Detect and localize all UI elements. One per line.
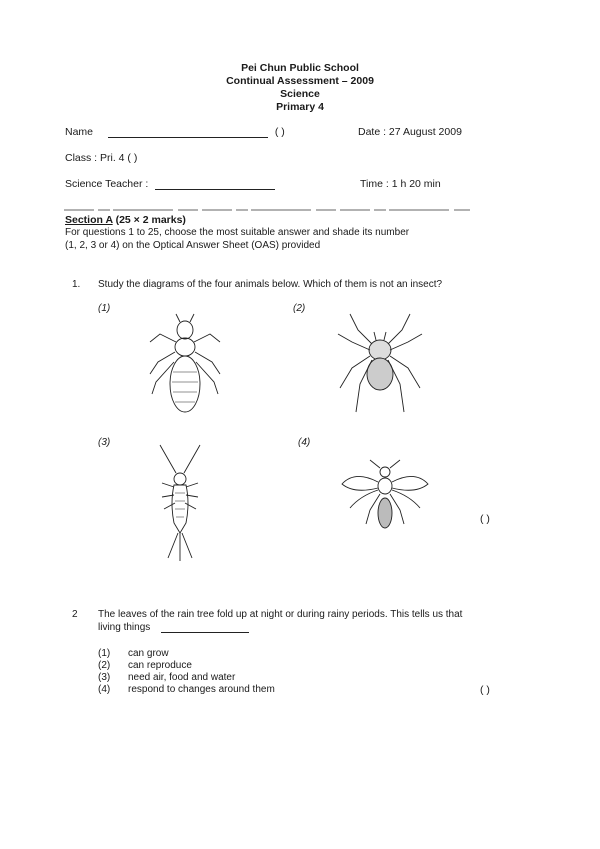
teacher-label: Science Teacher : — [65, 178, 149, 190]
teacher-field — [65, 178, 275, 190]
q1-option-3-label: (3) — [98, 437, 111, 448]
q1-option-1-label: (1) — [98, 303, 111, 314]
question-2-text-line2-words: living things — [98, 622, 151, 633]
section-instruction-2: (1, 2, 3 or 4) on the Optical Answer Sheet (OAS) provided — [65, 240, 321, 251]
section-title: Section A — [65, 214, 113, 226]
spider-icon — [330, 312, 430, 422]
q2-option-1 — [98, 648, 169, 659]
termite-icon — [140, 312, 230, 422]
q2-option-1-text: can grow — [128, 648, 169, 659]
section-instruction-1: For questions 1 to 25, choose the most suitable answer and shade its number — [65, 227, 410, 238]
q2-option-2 — [98, 660, 192, 671]
q2-option-2-label: (2) — [98, 660, 111, 671]
teacher-line[interactable] — [155, 179, 275, 190]
name-label: Name — [65, 126, 94, 138]
question-1-number: 1. — [72, 279, 81, 290]
q2-option-3-label: (3) — [98, 672, 111, 683]
question-2-text-line1: The leaves of the rain tree fold up at night or during rainy periods. This tells us that — [98, 609, 463, 620]
question-2-number: 2 — [72, 609, 78, 620]
date-field: Date : 27 August 2009 — [358, 126, 462, 138]
time-field: Time : 1 h 20 min — [360, 178, 441, 190]
assessment-title: Continual Assessment – 2009 — [226, 75, 374, 87]
q2-option-3 — [98, 672, 236, 683]
name-register-bracket: ( ) — [274, 126, 285, 138]
q2-option-4-text: respond to changes around them — [128, 684, 275, 695]
q2-option-3-text: need air, food and water — [128, 672, 236, 683]
q2-option-4 — [98, 684, 275, 695]
question-1-text: Study the diagrams of the four animals below. Which of them is not an insect? — [98, 279, 443, 290]
q2-option-4-label: (4) — [98, 684, 111, 695]
q2-blank-line — [161, 622, 249, 633]
q2-answer-bracket[interactable]: ( ) — [480, 684, 490, 696]
q1-option-4-label: (4) — [298, 437, 311, 448]
q2-option-1-label: (1) — [98, 648, 111, 659]
section-heading — [65, 214, 186, 226]
wasp-icon — [340, 458, 430, 538]
q1-answer-bracket[interactable]: ( ) — [480, 513, 490, 525]
school-name: Pei Chun Public School — [241, 62, 359, 74]
name-line[interactable] — [108, 127, 268, 138]
class-field: Class : Pri. 4 ( ) — [65, 152, 138, 164]
level-title: Primary 4 — [276, 101, 324, 113]
section-marks: (25 × 2 marks) — [115, 214, 186, 226]
silverfish-icon — [140, 443, 220, 563]
name-field — [65, 126, 285, 138]
question-2-text-line2 — [98, 622, 249, 633]
q1-option-2-label: (2) — [293, 303, 306, 314]
subject-title: Science — [280, 88, 320, 100]
q2-option-2-text: can reproduce — [128, 660, 192, 671]
